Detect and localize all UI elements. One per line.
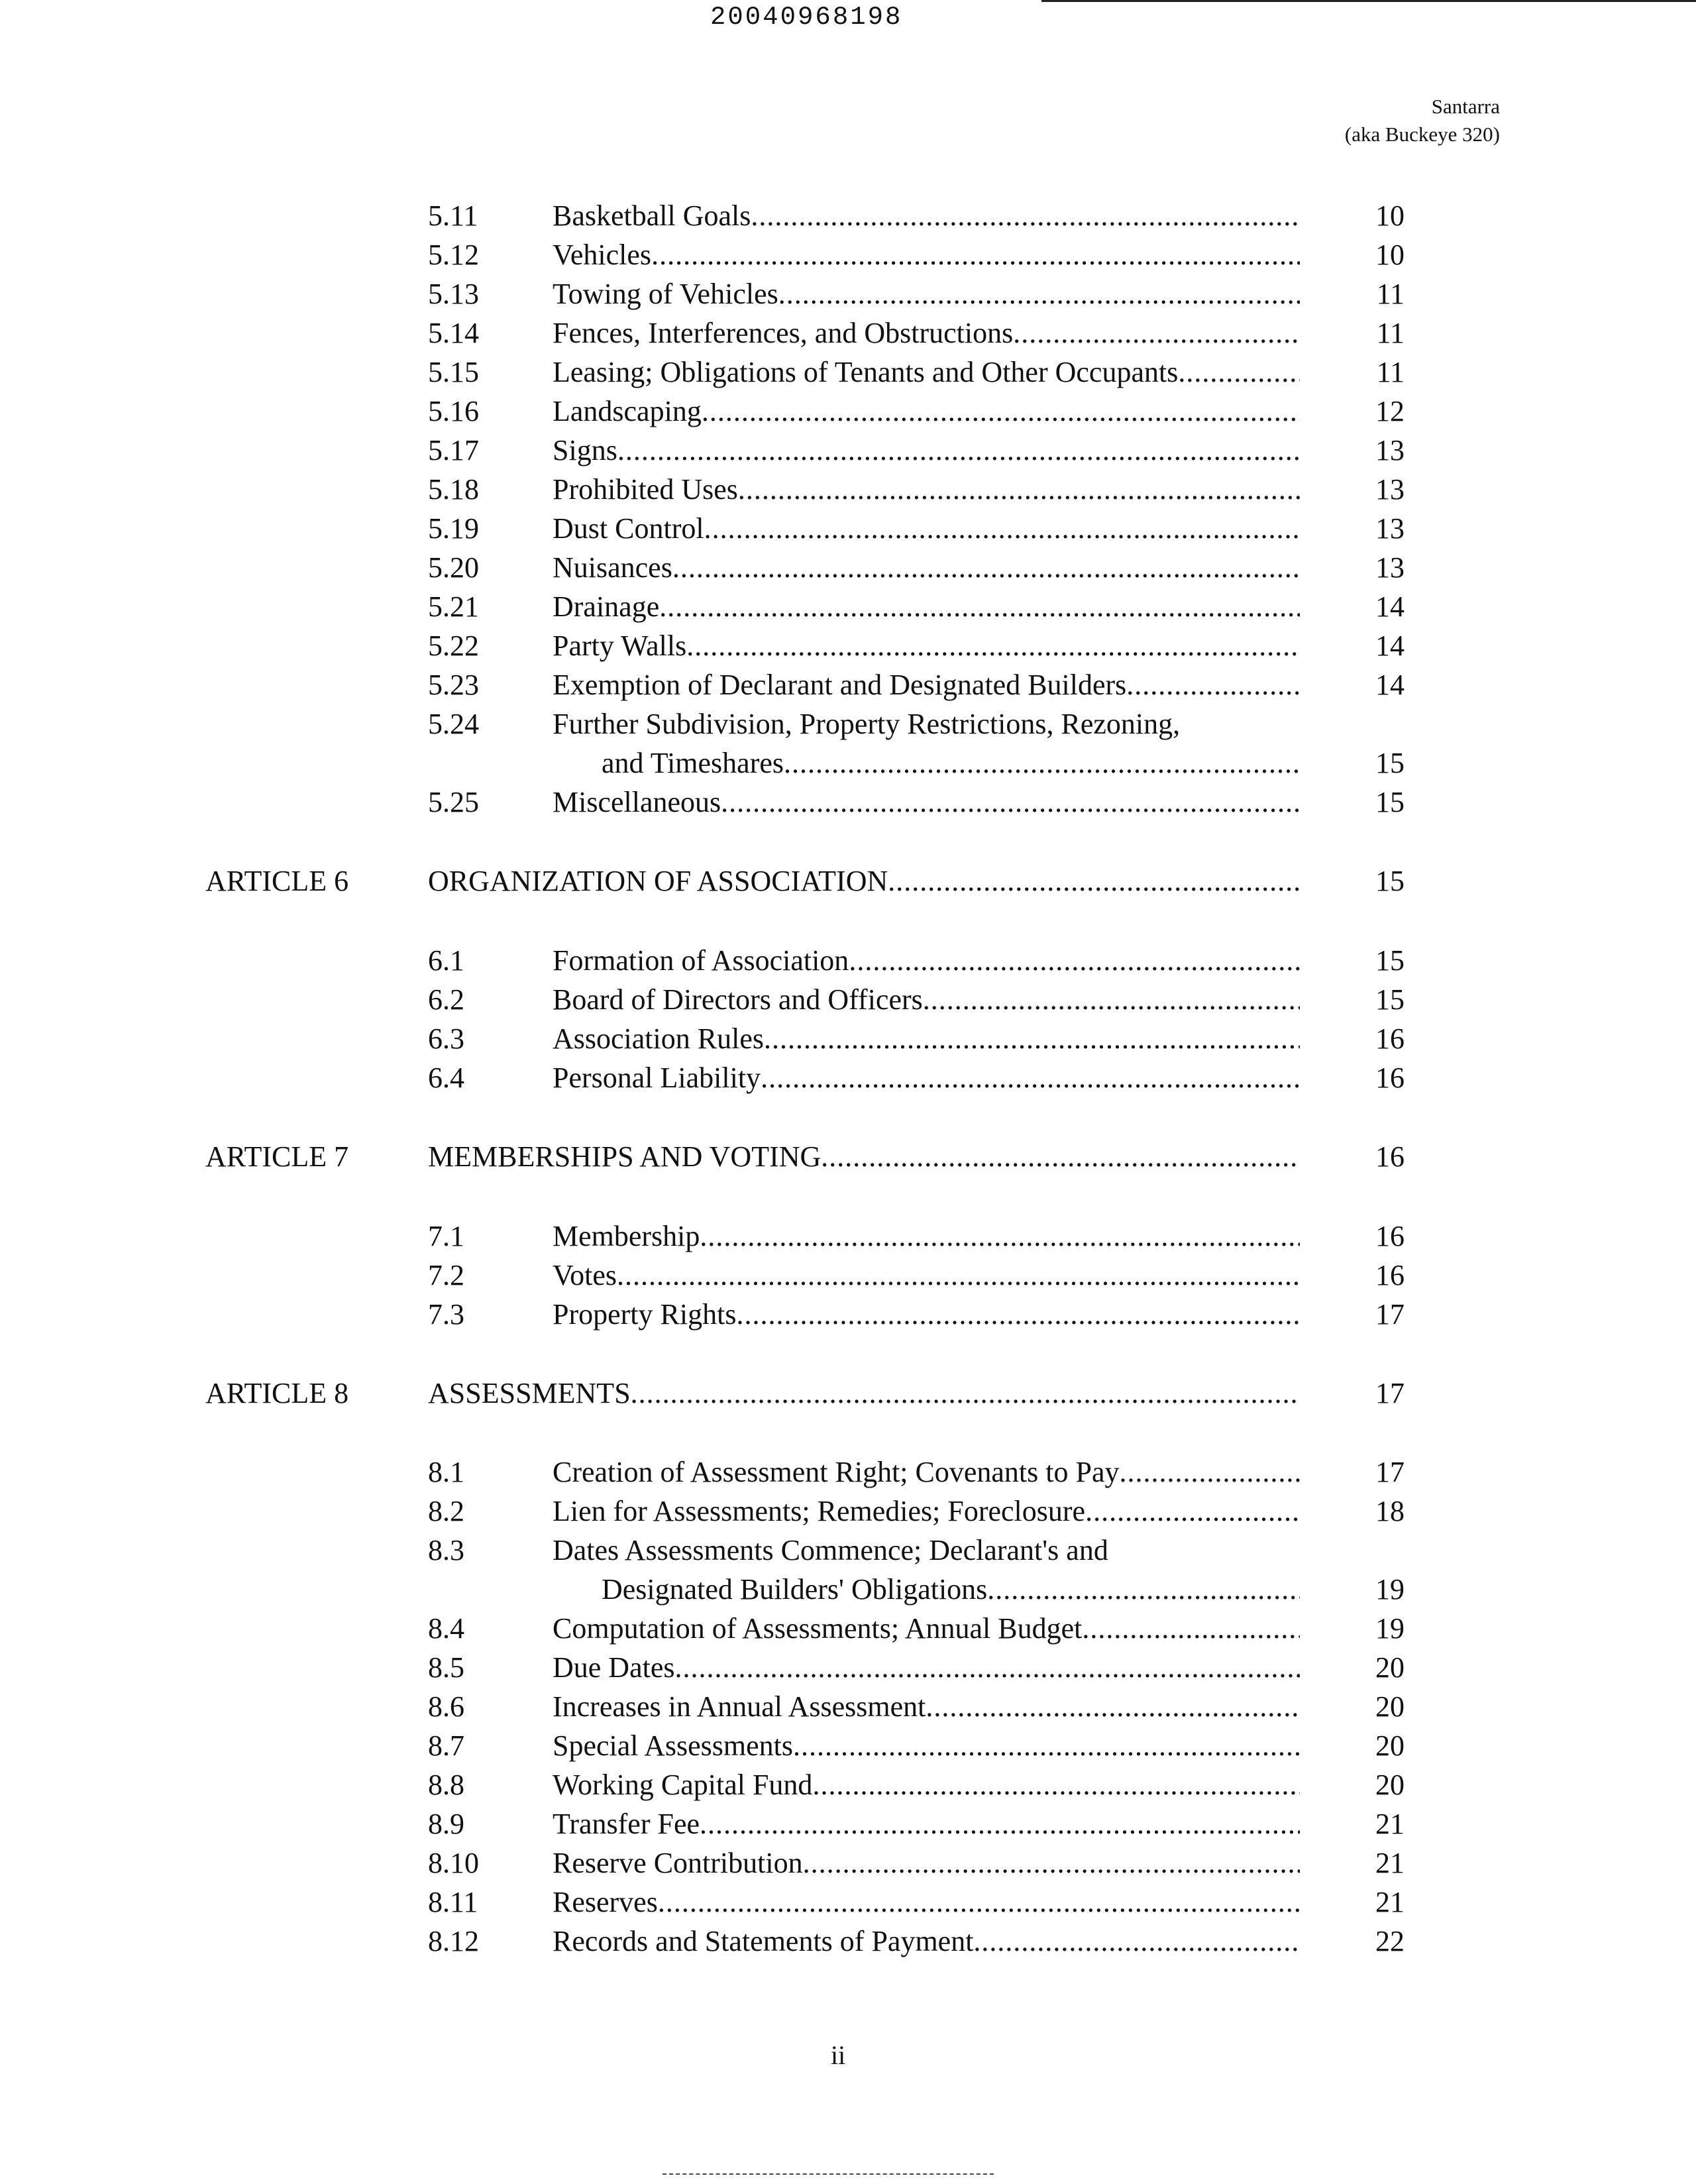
section-title: Transfer Fee: [553, 1808, 700, 1840]
section-title-continuation: and Timeshares: [602, 747, 784, 779]
section-title: Vehicles: [553, 239, 652, 271]
page-ref: 11: [1376, 356, 1404, 388]
dot-leader: [1013, 313, 1300, 353]
toc-entry-row[interactable]: [0, 1843, 1696, 1883]
section-title-line: [553, 1804, 1300, 1844]
article-title-line: [428, 1374, 1300, 1413]
toc-entry-row[interactable]: [0, 1492, 1696, 1531]
section-number: 5.15: [428, 356, 479, 388]
page-ref: 11: [1376, 317, 1404, 349]
section-title: Reserve Contribution: [553, 1847, 803, 1879]
section-title: Party Walls: [553, 629, 687, 662]
dot-leader: [704, 509, 1300, 549]
dot-leader: [1178, 353, 1300, 392]
page-ref: 13: [1375, 434, 1404, 466]
section-number: 5.25: [428, 786, 479, 818]
section-title-line: [553, 509, 1300, 549]
section-number: 7.2: [428, 1259, 464, 1291]
section-number: 5.20: [428, 551, 479, 584]
section-number: 5.22: [428, 629, 479, 662]
dot-leader: [1120, 1452, 1300, 1492]
toc-entry-row[interactable]: [0, 1804, 1696, 1844]
dot-leader: [1085, 1492, 1300, 1531]
toc-entry-row[interactable]: [0, 1765, 1696, 1805]
section-number: 7.3: [428, 1298, 464, 1331]
dot-leader: [738, 470, 1300, 510]
section-title-line: [553, 941, 1300, 981]
page-ref: 14: [1375, 590, 1404, 623]
running-header: [1345, 93, 1500, 148]
section-title-line: [553, 665, 1300, 705]
section-title: Votes: [553, 1259, 617, 1291]
section-number: 5.12: [428, 239, 479, 271]
toc-entry-row[interactable]: [0, 1726, 1696, 1766]
page-ref: 20: [1375, 1651, 1404, 1684]
section-title-line: [553, 392, 1300, 431]
section-title-line: [553, 1648, 1300, 1688]
toc-entry-row[interactable]: [0, 1019, 1696, 1059]
dot-leader: [888, 861, 1300, 901]
section-number: 5.24: [428, 708, 479, 740]
page-ref: 20: [1375, 1729, 1404, 1762]
toc-entry-row[interactable]: [0, 665, 1696, 705]
section-title: Basketball Goals: [553, 199, 751, 232]
dot-leader: [700, 1217, 1300, 1256]
page-ref: 13: [1375, 512, 1404, 545]
section-number: 6.4: [428, 1062, 464, 1094]
section-title-line: [553, 1492, 1300, 1531]
dot-leader: [631, 1374, 1300, 1413]
dot-leader: [793, 1726, 1300, 1766]
toc-entry-row-continuation[interactable]: [0, 743, 1696, 783]
section-title-line: [553, 1883, 1300, 1922]
section-title-line: [602, 1570, 1300, 1610]
toc-entry-row[interactable]: [0, 1295, 1696, 1335]
top-rule: [1041, 0, 1696, 2]
section-title-line: [553, 470, 1300, 510]
toc-article-row[interactable]: [0, 1137, 1696, 1177]
dot-leader: [784, 743, 1300, 783]
section-title-first-line: Dates Assessments Commence; Declarant's and: [553, 1534, 1108, 1566]
toc-entry-row[interactable]: [0, 1609, 1696, 1649]
page-ref: 15: [1375, 747, 1404, 779]
section-title: Fences, Interferences, and Obstructions: [553, 317, 1014, 349]
section-number: 8.11: [428, 1886, 478, 1918]
page-ref: 16: [1375, 1220, 1404, 1252]
page-ref: 12: [1375, 395, 1404, 427]
dot-leader: [803, 1843, 1300, 1883]
toc-entry-row[interactable]: [0, 274, 1696, 314]
dot-leader: [973, 1922, 1300, 1961]
document-number: 20040968198: [710, 3, 903, 32]
article-title: MEMBERSHIPS AND VOTING: [428, 1140, 822, 1173]
section-title: Lien for Assessments; Remedies; Foreclosure: [553, 1495, 1086, 1527]
toc-entry-row[interactable]: [0, 509, 1696, 549]
section-number: 8.8: [428, 1769, 464, 1801]
section-number: 5.11: [428, 199, 478, 232]
toc-entry-row[interactable]: [0, 980, 1696, 1020]
section-number: 6.3: [428, 1022, 464, 1055]
bottom-rule: [662, 2173, 994, 2176]
section-title: Prohibited Uses: [553, 473, 738, 506]
section-title: Property Rights: [553, 1298, 737, 1331]
section-number: 6.2: [428, 983, 464, 1016]
toc-entry-row[interactable]: [0, 587, 1696, 627]
section-title-line: [553, 587, 1300, 627]
toc-article-row[interactable]: [0, 861, 1696, 901]
toc-entry-row[interactable]: [0, 941, 1696, 981]
section-title: Formation of Association: [553, 944, 849, 977]
page-ref: 16: [1375, 1062, 1404, 1094]
section-title-line: [553, 313, 1300, 353]
section-title: Special Assessments: [553, 1729, 793, 1762]
page-ref: 15: [1375, 944, 1404, 977]
page-ref: 13: [1375, 473, 1404, 506]
section-title: Nuisances: [553, 551, 672, 584]
section-number: 6.1: [428, 944, 464, 977]
article-title-line: [428, 1137, 1300, 1177]
section-title-line: [553, 274, 1300, 314]
dot-leader: [923, 980, 1300, 1020]
page-ref: 13: [1375, 551, 1404, 584]
page-ref: 10: [1375, 199, 1404, 232]
article-label: ARTICLE 8: [205, 1377, 349, 1409]
section-number: 5.21: [428, 590, 479, 623]
toc-entry-row[interactable]: [0, 470, 1696, 510]
dot-leader: [675, 1648, 1300, 1688]
section-number: 8.10: [428, 1847, 479, 1879]
dot-leader: [617, 431, 1300, 470]
toc-entry-row[interactable]: [0, 1256, 1696, 1295]
article-title: ASSESSMENTS: [428, 1377, 631, 1409]
section-title: Creation of Assessment Right; Covenants to Pay: [553, 1456, 1120, 1488]
section-title-continuation: Designated Builders' Obligations: [602, 1573, 988, 1606]
section-title-line: [553, 980, 1300, 1020]
dot-leader: [761, 1058, 1300, 1098]
section-number: 8.7: [428, 1729, 464, 1762]
dot-leader: [849, 941, 1300, 981]
article-title: ORGANIZATION OF ASSOCIATION: [428, 865, 888, 897]
page-number: ii: [831, 2040, 846, 2070]
section-title-line: [553, 626, 1300, 666]
toc-entry-row-continuation[interactable]: [0, 1570, 1696, 1610]
section-title: Due Dates: [553, 1651, 675, 1684]
page-ref: 18: [1375, 1495, 1404, 1527]
section-number: 8.9: [428, 1808, 464, 1840]
dot-leader: [617, 1256, 1300, 1295]
dot-leader: [659, 587, 1300, 627]
toc-entry-row-first-line[interactable]: [0, 704, 1696, 744]
section-title-line: [553, 783, 1300, 822]
section-title-line: [553, 353, 1300, 392]
section-title: Working Capital Fund: [553, 1769, 813, 1801]
page-ref: 22: [1375, 1925, 1404, 1957]
section-title: Association Rules: [553, 1022, 764, 1055]
toc-entry-row[interactable]: [0, 353, 1696, 392]
section-title: Records and Statements of Payment: [553, 1925, 974, 1957]
page-ref: 21: [1375, 1808, 1404, 1840]
section-number: 8.12: [428, 1925, 479, 1957]
toc-entry-row[interactable]: [0, 1687, 1696, 1727]
section-title: Leasing; Obligations of Tenants and Other Occupants: [553, 356, 1179, 388]
page-ref: 17: [1375, 1377, 1404, 1409]
section-number: 8.6: [428, 1690, 464, 1723]
section-number: 8.5: [428, 1651, 464, 1684]
toc-entry-row-first-line[interactable]: [0, 1531, 1696, 1570]
section-title-line: [553, 1256, 1300, 1295]
section-number: 8.3: [428, 1534, 464, 1566]
toc-entry-row[interactable]: [0, 196, 1696, 236]
page-ref: 15: [1375, 865, 1404, 897]
section-title-line: [553, 431, 1300, 470]
section-title-line: [553, 196, 1300, 236]
section-number: 5.18: [428, 473, 479, 506]
toc-entry-row[interactable]: [0, 1058, 1696, 1098]
section-number: 7.1: [428, 1220, 464, 1252]
section-number: 5.23: [428, 669, 479, 701]
section-title-line: [553, 1922, 1300, 1961]
page-ref: 15: [1375, 786, 1404, 818]
dot-leader: [658, 1883, 1300, 1922]
page-ref: 16: [1375, 1259, 1404, 1291]
section-title-line: [553, 235, 1300, 275]
page-ref: 19: [1375, 1573, 1404, 1606]
toc-entry-row[interactable]: [0, 1648, 1696, 1688]
section-title: Towing of Vehicles: [553, 278, 778, 310]
section-title-line: [553, 1765, 1300, 1805]
section-title-line: [553, 1295, 1300, 1335]
section-title-line: [553, 1058, 1300, 1098]
dot-leader: [751, 196, 1300, 236]
dot-leader: [700, 1804, 1300, 1844]
dot-leader: [1082, 1609, 1300, 1649]
section-number: 8.1: [428, 1456, 464, 1488]
section-title-line: [553, 1726, 1300, 1766]
section-number: 5.14: [428, 317, 479, 349]
section-number: 8.2: [428, 1495, 464, 1527]
section-title: Signs: [553, 434, 617, 466]
page-ref: 10: [1375, 239, 1404, 271]
toc-entry-row[interactable]: [0, 313, 1696, 353]
header-aka: (aka Buckeye 320): [1344, 123, 1500, 146]
section-title: Landscaping: [553, 395, 702, 427]
section-title: Exemption of Declarant and Designated Builders: [553, 669, 1127, 701]
page-ref: 17: [1375, 1298, 1404, 1331]
section-number: 5.19: [428, 512, 479, 545]
section-number: 5.17: [428, 434, 479, 466]
section-title: Dust Control: [553, 512, 704, 545]
section-title: Drainage: [553, 590, 660, 623]
section-title: Membership: [553, 1220, 700, 1252]
page-ref: 16: [1375, 1022, 1404, 1055]
toc-entry-row[interactable]: [0, 1883, 1696, 1922]
section-number: 5.16: [428, 395, 479, 427]
section-title: Board of Directors and Officers: [553, 983, 923, 1016]
section-title: Increases in Annual Assessment: [553, 1690, 926, 1723]
article-title-line: [428, 861, 1300, 901]
section-title-line: [602, 743, 1300, 783]
section-title-line: [553, 1452, 1300, 1492]
section-number: 8.4: [428, 1612, 464, 1645]
section-title-line: [553, 1687, 1300, 1727]
toc-entry-row[interactable]: [0, 1922, 1696, 1961]
article-label: ARTICLE 7: [205, 1140, 349, 1173]
section-title: Personal Liability: [553, 1062, 761, 1094]
section-title-line: [553, 548, 1300, 588]
page-ref: 20: [1375, 1769, 1404, 1801]
dot-leader: [926, 1687, 1300, 1727]
section-title: Computation of Assessments; Annual Budget: [553, 1612, 1083, 1645]
page-ref: 21: [1375, 1886, 1404, 1918]
dot-leader: [672, 548, 1300, 588]
section-title-first-line: Further Subdivision, Property Restrictions, Rezoning,: [553, 708, 1181, 740]
dot-leader: [778, 274, 1300, 314]
header-project-name: Santarra: [1431, 95, 1500, 118]
page-ref: 19: [1375, 1612, 1404, 1645]
toc-entry-row[interactable]: [0, 431, 1696, 470]
page-ref: 14: [1375, 629, 1404, 662]
dot-leader: [812, 1765, 1300, 1805]
page-ref: 15: [1375, 983, 1404, 1016]
article-label: ARTICLE 6: [205, 865, 349, 897]
toc-entry-row[interactable]: [0, 1217, 1696, 1256]
toc-entry-row[interactable]: [0, 235, 1696, 275]
toc-entry-row[interactable]: [0, 548, 1696, 588]
dot-leader: [736, 1295, 1300, 1335]
dot-leader: [987, 1570, 1300, 1610]
dot-leader: [1126, 665, 1300, 705]
section-title-line: [553, 1609, 1300, 1649]
page-ref: 20: [1375, 1690, 1404, 1723]
section-title-line: [553, 1019, 1300, 1059]
toc-entry-row[interactable]: [0, 626, 1696, 666]
toc-entry-row[interactable]: [0, 783, 1696, 822]
dot-leader: [651, 235, 1300, 275]
toc-article-row[interactable]: [0, 1374, 1696, 1413]
page-ref: 16: [1375, 1140, 1404, 1173]
section-title: Miscellaneous: [553, 786, 721, 818]
dot-leader: [702, 392, 1300, 431]
section-number: 5.13: [428, 278, 479, 310]
section-title-line: [553, 1217, 1300, 1256]
dot-leader: [686, 626, 1300, 666]
page-ref: 17: [1375, 1456, 1404, 1488]
dot-leader: [821, 1137, 1300, 1177]
section-title: Reserves: [553, 1886, 658, 1918]
page-ref: 21: [1375, 1847, 1404, 1879]
dot-leader: [721, 783, 1300, 822]
page-ref: 14: [1375, 669, 1404, 701]
dot-leader: [764, 1019, 1300, 1059]
toc-entry-row[interactable]: [0, 392, 1696, 431]
page-ref: 11: [1376, 278, 1404, 310]
section-title-line: [553, 1843, 1300, 1883]
toc-entry-row[interactable]: [0, 1452, 1696, 1492]
